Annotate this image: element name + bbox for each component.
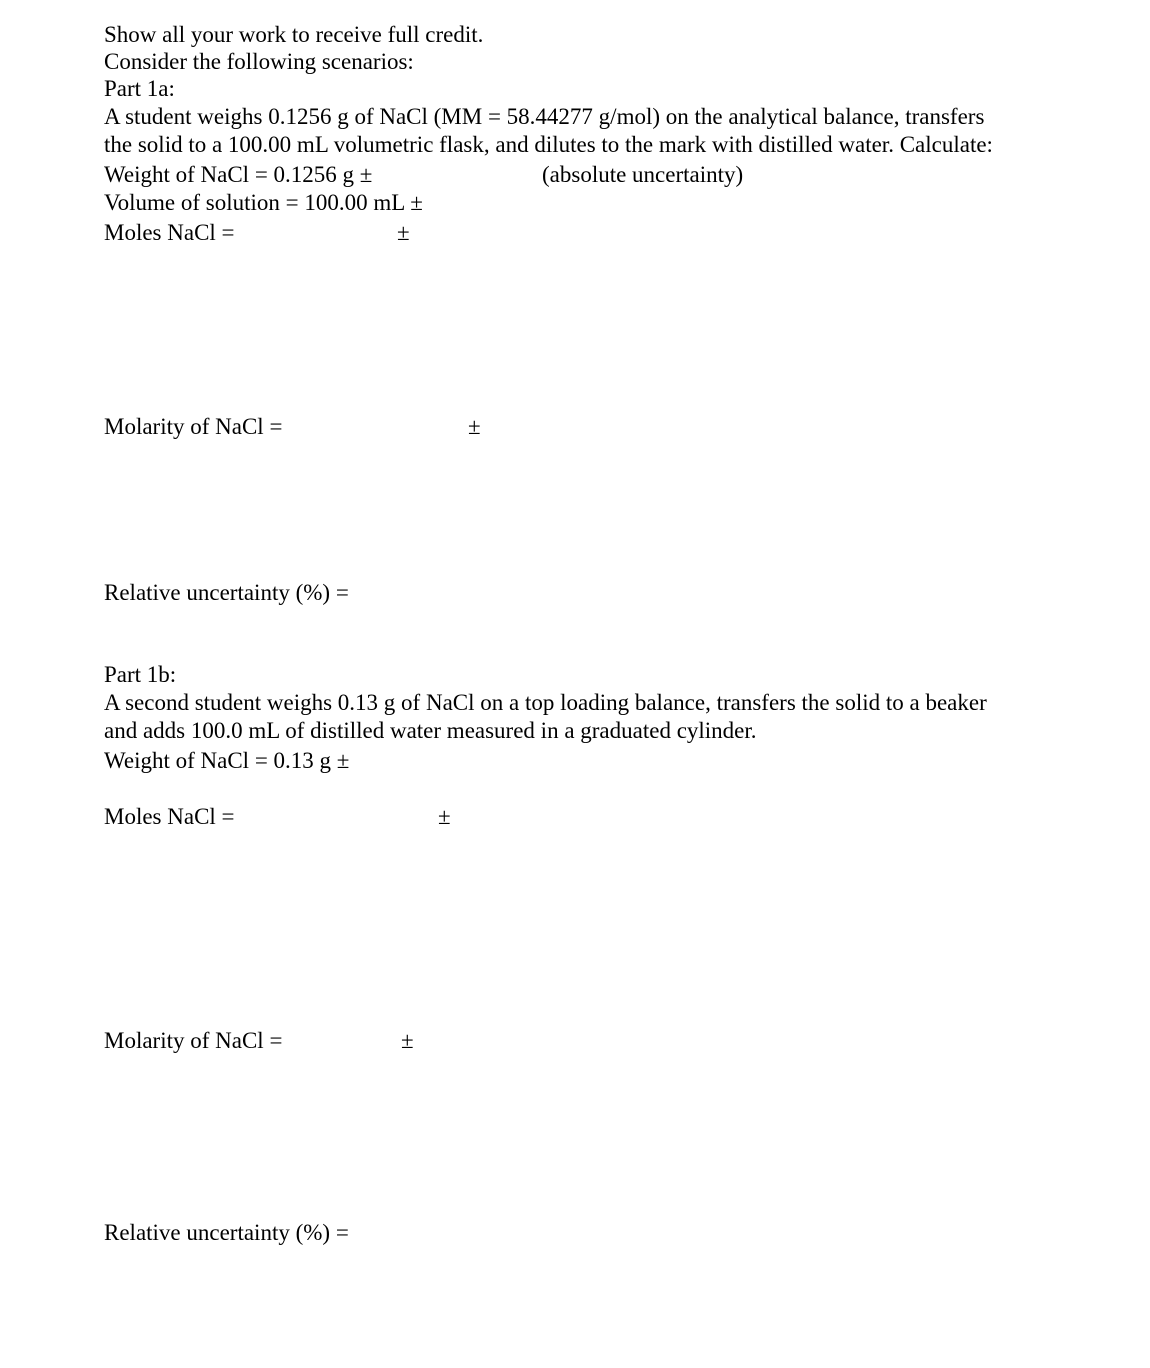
part-1a-moles-label: Moles NaCl = (104, 220, 235, 245)
part-1b-moles-plus-minus: ± (438, 804, 451, 829)
part-1b-molarity-label: Molarity of NaCl = (104, 1028, 283, 1053)
part-1b-heading: Part 1b: (104, 662, 177, 687)
part-1a-description-line-1: A student weighs 0.1256 g of NaCl (MM = 58.44277 g/mol) on the analytical balance, transfers (104, 104, 985, 129)
part-1b-description-line-1: A second student weighs 0.13 g of NaCl on a top loading balance, transfers the solid to a beaker (104, 690, 987, 715)
part-1a-molarity-plus-minus: ± (468, 414, 481, 439)
part-1a-weight-label: Weight of NaCl = 0.1256 g ± (104, 162, 373, 187)
part-1b-moles-label: Moles NaCl = (104, 804, 235, 829)
part-1b-weight-label: Weight of NaCl = 0.13 g ± (104, 748, 350, 773)
part-1a-volume-label: Volume of solution = 100.00 mL ± (104, 190, 423, 215)
part-1a-relative-uncertainty-label: Relative uncertainty (%) = (104, 580, 349, 605)
intro-text: Consider the following scenarios: (104, 49, 414, 74)
part-1a-description-line-2: the solid to a 100.00 mL volumetric flask, and dilutes to the mark with distilled water. Calculate: (104, 132, 993, 157)
part-1a-molarity-label: Molarity of NaCl = (104, 414, 283, 439)
part-1a-moles-plus-minus: ± (397, 220, 410, 245)
part-1b-molarity-plus-minus: ± (401, 1028, 414, 1053)
instruction-text: Show all your work to receive full credit. (104, 22, 484, 47)
part-1b-relative-uncertainty-label: Relative uncertainty (%) = (104, 1220, 349, 1245)
absolute-uncertainty-note: (absolute uncertainty) (542, 162, 744, 187)
part-1b-description-line-2: and adds 100.0 mL of distilled water measured in a graduated cylinder. (104, 718, 757, 743)
part-1a-heading: Part 1a: (104, 76, 175, 101)
